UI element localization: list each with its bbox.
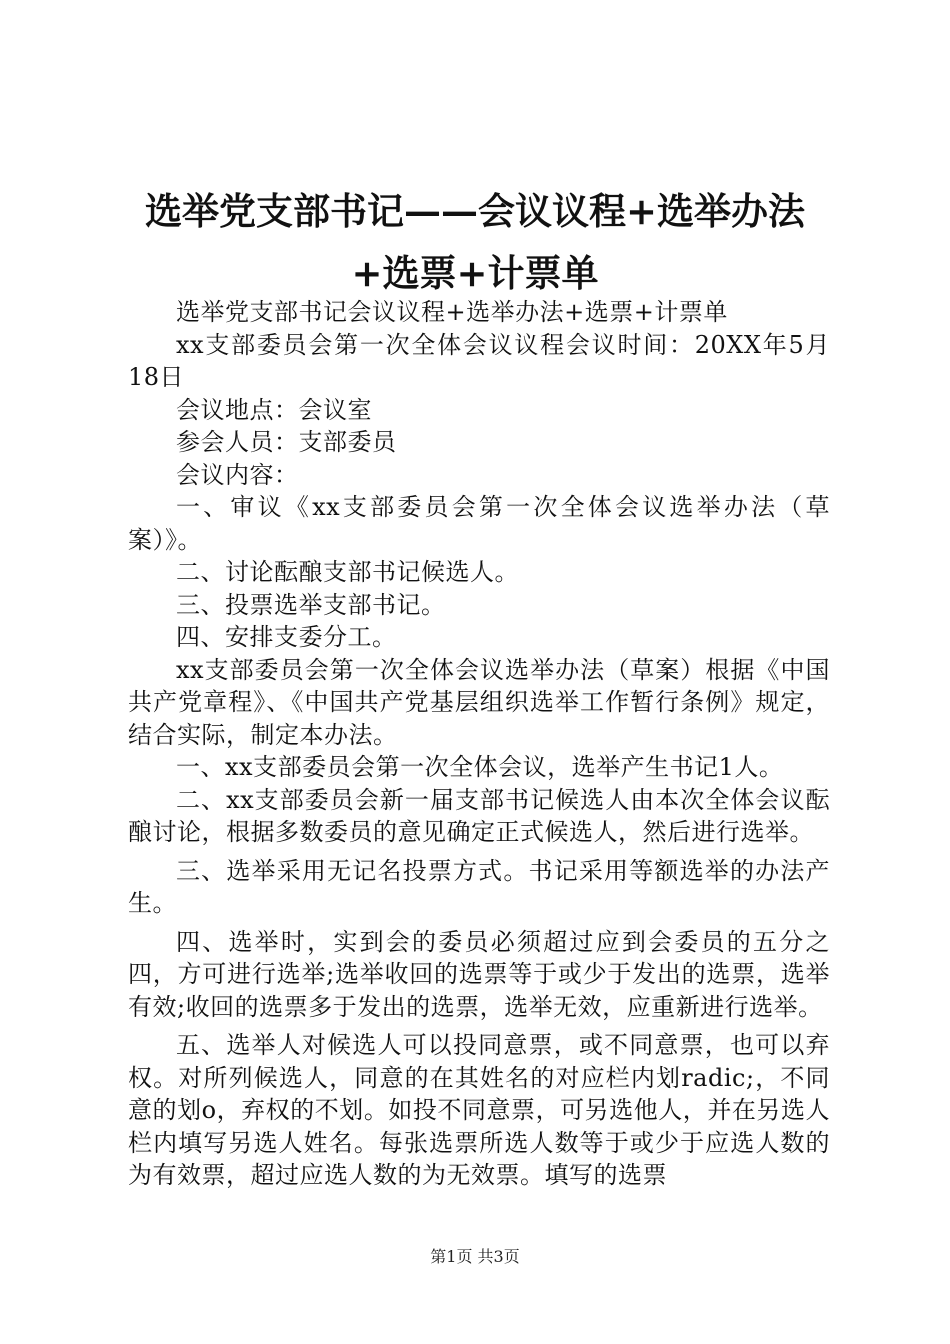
page-number-label: 第1页 共3页	[430, 1247, 520, 1266]
paragraph: xx支部委员会第一次全体会议选举办法（草案）根据《中国共产党章程》、《中国共产党基层组织选举工作暂行条例》规定，结合实际，制定本办法。	[128, 655, 830, 749]
paragraph: 选举党支部书记会议议程+选举办法+选票+计票单	[176, 298, 728, 326]
paragraph: xx支部委员会第一次全体会议议程会议时间：20XX年5月18日	[128, 330, 830, 391]
paragraph: 五、选举人对候选人可以投同意票，或不同意票，也可以弃权。对所列候选人，同意的在其姓名的对应栏内划radic;，不同意的划o，弃权的不划。如投不同意票，可另选他人，并在另选人栏内填写另选人姓名。每张选票所选人数等于或少于应选人数的为有效票，超过应选人数的为无效票。填写的选票	[128, 1031, 830, 1189]
document-title: 选举党支部书记——会议议程+选举办法+选票+计票单	[144, 189, 805, 295]
paragraph: 会议内容：	[176, 460, 299, 489]
paragraph: 一、xx支部委员会第一次全体会议，选举产生书记1人。	[176, 753, 784, 781]
document-body	[128, 296, 830, 1192]
page-footer	[0, 1244, 950, 1267]
paragraph: 二、xx支部委员会新一届支部书记候选人由本次全体会议酝酿讨论，根据多数委员的意见确定正式候选人，然后进行选举。	[128, 785, 830, 846]
paragraph: 四、选举时，实到会的委员必须超过应到会委员的五分之四，方可进行选举;选举收回的选票等于或少于发出的选票，选举有效;收回的选票多于发出的选票，选举无效，应重新进行选举。	[128, 927, 830, 1021]
paragraph: 三、投票选举支部书记。	[176, 590, 446, 619]
paragraph: 会议地点：会议室	[176, 395, 372, 424]
paragraph: 三、选举采用无记名投票方式。书记采用等额选举的办法产生。	[128, 856, 830, 917]
paragraph: 参会人员：支部委员	[176, 428, 397, 456]
paragraph: 四、安排支委分工。	[176, 623, 397, 651]
paragraph: 二、讨论酝酿支部书记候选人。	[176, 558, 519, 586]
paragraph: 一、审议《xx支部委员会第一次全体会议选举办法（草案）》。	[128, 493, 830, 554]
